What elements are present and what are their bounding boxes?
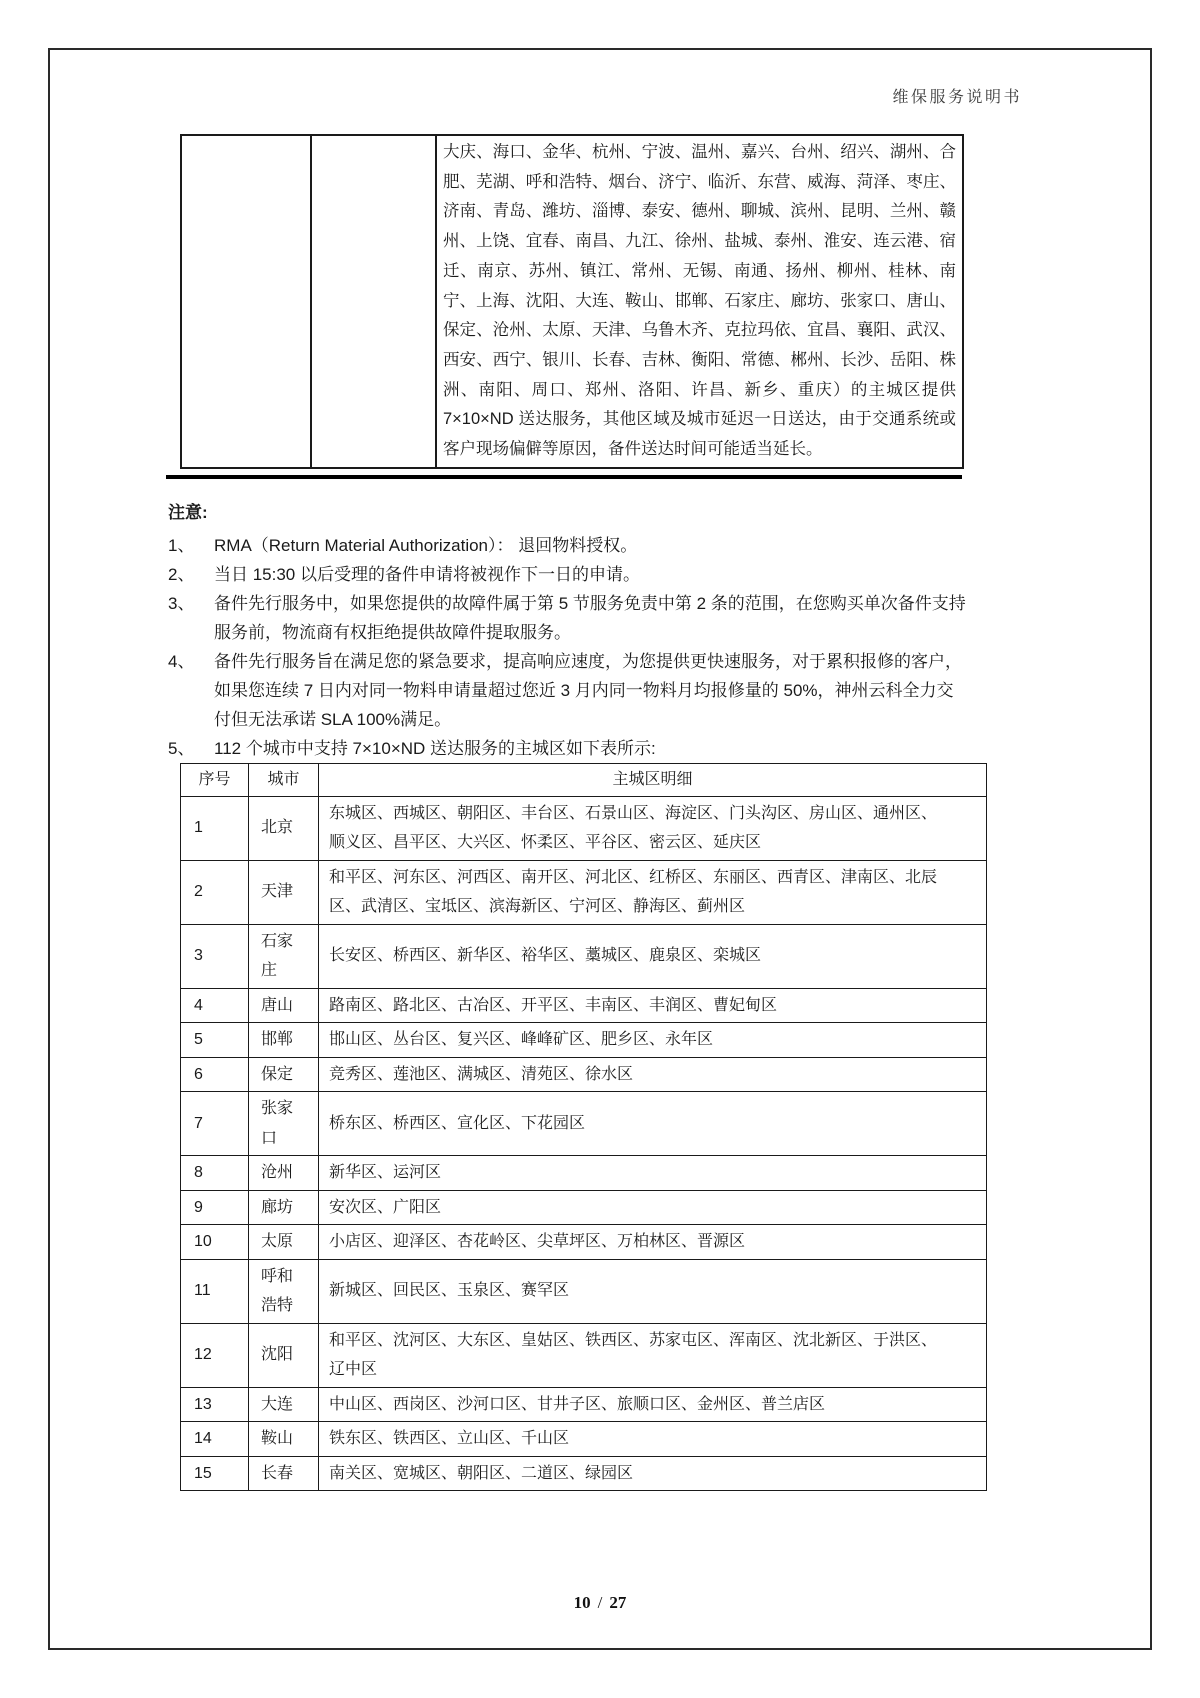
cell-districts: 和平区、沈河区、大东区、皇姑区、铁西区、苏家屯区、浑南区、沈北新区、于洪区、辽中区 <box>319 1323 987 1387</box>
cell-districts: 安次区、广阳区 <box>319 1190 987 1225</box>
table-row <box>181 1057 987 1092</box>
table-row <box>181 860 987 924</box>
cell-index: 5 <box>181 1023 249 1058</box>
cell-districts: 桥东区、桥西区、宣化区、下花园区 <box>319 1092 987 1156</box>
cell-city: 张家口 <box>249 1092 319 1156</box>
cell-city: 邯郸 <box>249 1023 319 1058</box>
cell-index: 11 <box>181 1259 249 1323</box>
cell-city: 长春 <box>249 1456 319 1491</box>
cell-districts: 东城区、西城区、朝阳区、丰台区、石景山区、海淀区、门头沟区、房山区、通州区、顺义区、昌平区、大兴区、怀柔区、平谷区、密云区、延庆区 <box>319 796 987 860</box>
table-row <box>181 1323 987 1387</box>
continuation-table <box>180 134 964 469</box>
note-item <box>168 734 968 763</box>
cell-city: 沈阳 <box>249 1323 319 1387</box>
cell-districts: 长安区、桥西区、新华区、裕华区、藁城区、鹿泉区、栾城区 <box>319 924 987 988</box>
note-text: 当日 15:30 以后受理的备件申请将被视作下一日的申请。 <box>214 565 640 584</box>
cell-index: 3 <box>181 924 249 988</box>
cell-index: 4 <box>181 988 249 1023</box>
note-item <box>168 560 968 589</box>
table-row <box>181 1259 987 1323</box>
note-number: 1、 <box>168 536 195 555</box>
cell-index: 12 <box>181 1323 249 1387</box>
cell-districts: 中山区、西岗区、沙河口区、甘井子区、旅顺口区、金州区、普兰店区 <box>319 1387 987 1422</box>
table-row <box>181 924 987 988</box>
cell-city: 保定 <box>249 1057 319 1092</box>
page-number-separator: / <box>597 1593 603 1612</box>
page-number-current: 10 <box>573 1593 591 1612</box>
note-item <box>168 531 968 560</box>
cell-index: 6 <box>181 1057 249 1092</box>
cell-city: 石家庄 <box>249 924 319 988</box>
cell-index: 2 <box>181 860 249 924</box>
cell-city: 鞍山 <box>249 1422 319 1457</box>
table-row <box>181 1156 987 1191</box>
table-row <box>181 1225 987 1260</box>
note-number: 5、 <box>168 739 195 758</box>
cell-districts: 新城区、回民区、玉泉区、赛罕区 <box>319 1259 987 1323</box>
empty-cell-2 <box>311 135 436 468</box>
cell-index: 9 <box>181 1190 249 1225</box>
cell-index: 10 <box>181 1225 249 1260</box>
note-number: 3、 <box>168 594 195 613</box>
cell-index: 1 <box>181 796 249 860</box>
cell-districts: 铁东区、铁西区、立山区、千山区 <box>319 1422 987 1457</box>
page-footer <box>50 1593 1150 1613</box>
city-list-cell: 大庆、海口、金华、杭州、宁波、温州、嘉兴、台州、绍兴、湖州、合肥、芜湖、呼和浩特、烟台、济宁、临沂、东营、威海、菏泽、枣庄、济南、青岛、潍坊、淄博、泰安、德州、聊城、滨州、昆明、兰州、赣州、上饶、宜春、南昌、九江、徐州、盐城、泰州、淮安、连云港、宿迁、南京、苏州、镇江、常州、无锡、南通、扬州、柳州、桂林、南宁、上海、沈阳、大连、鞍山、邯郸、石家庄、廊坊、张家口、唐山、保定、沧州、太原、天津、乌鲁木齐、克拉玛依、宜昌、襄阳、武汉、西安、西宁、银川、长春、吉林、衡阳、常德、郴州、长沙、岳阳、株洲、南阳、周口、郑州、洛阳、许昌、新乡、重庆）的主城区提供 7×10×ND 送达服务，其他区域及城市延迟一日送达，由于交通系统或客户现场偏僻等原因，备件送达时间可能适当延长。 <box>436 135 963 468</box>
note-text: 备件先行服务旨在满足您的紧急要求，提高响应速度，为您提供更快速服务，对于累积报修的客户，如果您连续 7 日内对同一物料申请量超过您近 3 月内同一物料月均报修量的 50%，神州云科全力交付但无法承诺 SLA 100%满足。 <box>214 652 962 729</box>
note-item <box>168 589 968 647</box>
cell-city: 唐山 <box>249 988 319 1023</box>
bold-divider <box>166 475 962 479</box>
cell-city: 大连 <box>249 1387 319 1422</box>
district-table-header-row <box>181 764 987 797</box>
cell-index: 8 <box>181 1156 249 1191</box>
table-row <box>181 1190 987 1225</box>
continuation-table-row <box>181 135 963 468</box>
cell-districts: 竞秀区、莲池区、满城区、清苑区、徐水区 <box>319 1057 987 1092</box>
cell-districts: 新华区、运河区 <box>319 1156 987 1191</box>
note-number: 2、 <box>168 565 195 584</box>
cell-districts: 和平区、河东区、河西区、南开区、河北区、红桥区、东丽区、西青区、津南区、北辰区、武清区、宝坻区、滨海新区、宁河区、静海区、蓟州区 <box>319 860 987 924</box>
cell-index: 15 <box>181 1456 249 1491</box>
notes-list <box>168 531 968 763</box>
cell-districts: 小店区、迎泽区、杏花岭区、尖草坪区、万柏林区、晋源区 <box>319 1225 987 1260</box>
cell-index: 13 <box>181 1387 249 1422</box>
district-table <box>180 763 987 1491</box>
cell-city: 廊坊 <box>249 1190 319 1225</box>
table-row <box>181 1422 987 1457</box>
note-item <box>168 647 968 734</box>
page-frame <box>48 48 1152 1650</box>
table-row <box>181 1092 987 1156</box>
table-row <box>181 1387 987 1422</box>
note-text: 备件先行服务中，如果您提供的故障件属于第 5 节服务免责中第 2 条的范围，在您购买单次备件支持服务前，物流商有权拒绝提供故障件提取服务。 <box>214 594 966 642</box>
table-row <box>181 796 987 860</box>
table-row <box>181 1023 987 1058</box>
cell-city: 天津 <box>249 860 319 924</box>
cell-districts: 南关区、宽城区、朝阳区、二道区、绿园区 <box>319 1456 987 1491</box>
cell-districts: 邯山区、丛台区、复兴区、峰峰矿区、肥乡区、永年区 <box>319 1023 987 1058</box>
empty-cell-1 <box>181 135 311 468</box>
page-number-total: 27 <box>609 1593 627 1612</box>
table-row <box>181 1456 987 1491</box>
cell-city: 呼和浩特 <box>249 1259 319 1323</box>
district-table-body <box>181 796 987 1491</box>
cell-city: 沧州 <box>249 1156 319 1191</box>
cell-city: 太原 <box>249 1225 319 1260</box>
cell-districts: 路南区、路北区、古冶区、开平区、丰南区、丰润区、曹妃甸区 <box>319 988 987 1023</box>
table-row <box>181 988 987 1023</box>
note-number: 4、 <box>168 652 195 671</box>
note-text: 112 个城市中支持 7×10×ND 送达服务的主城区如下表所示: <box>214 739 656 758</box>
col-header-districts: 主城区明细 <box>319 764 987 797</box>
cell-index: 14 <box>181 1422 249 1457</box>
cell-index: 7 <box>181 1092 249 1156</box>
notes-heading: 注意: <box>168 503 208 522</box>
cell-city: 北京 <box>249 796 319 860</box>
col-header-index: 序号 <box>181 764 249 797</box>
note-text: RMA（Return Material Authorization）： 退回物料授权。 <box>214 536 638 555</box>
header-title: 维保服务说明书 <box>892 89 1022 106</box>
col-header-city: 城市 <box>249 764 319 797</box>
